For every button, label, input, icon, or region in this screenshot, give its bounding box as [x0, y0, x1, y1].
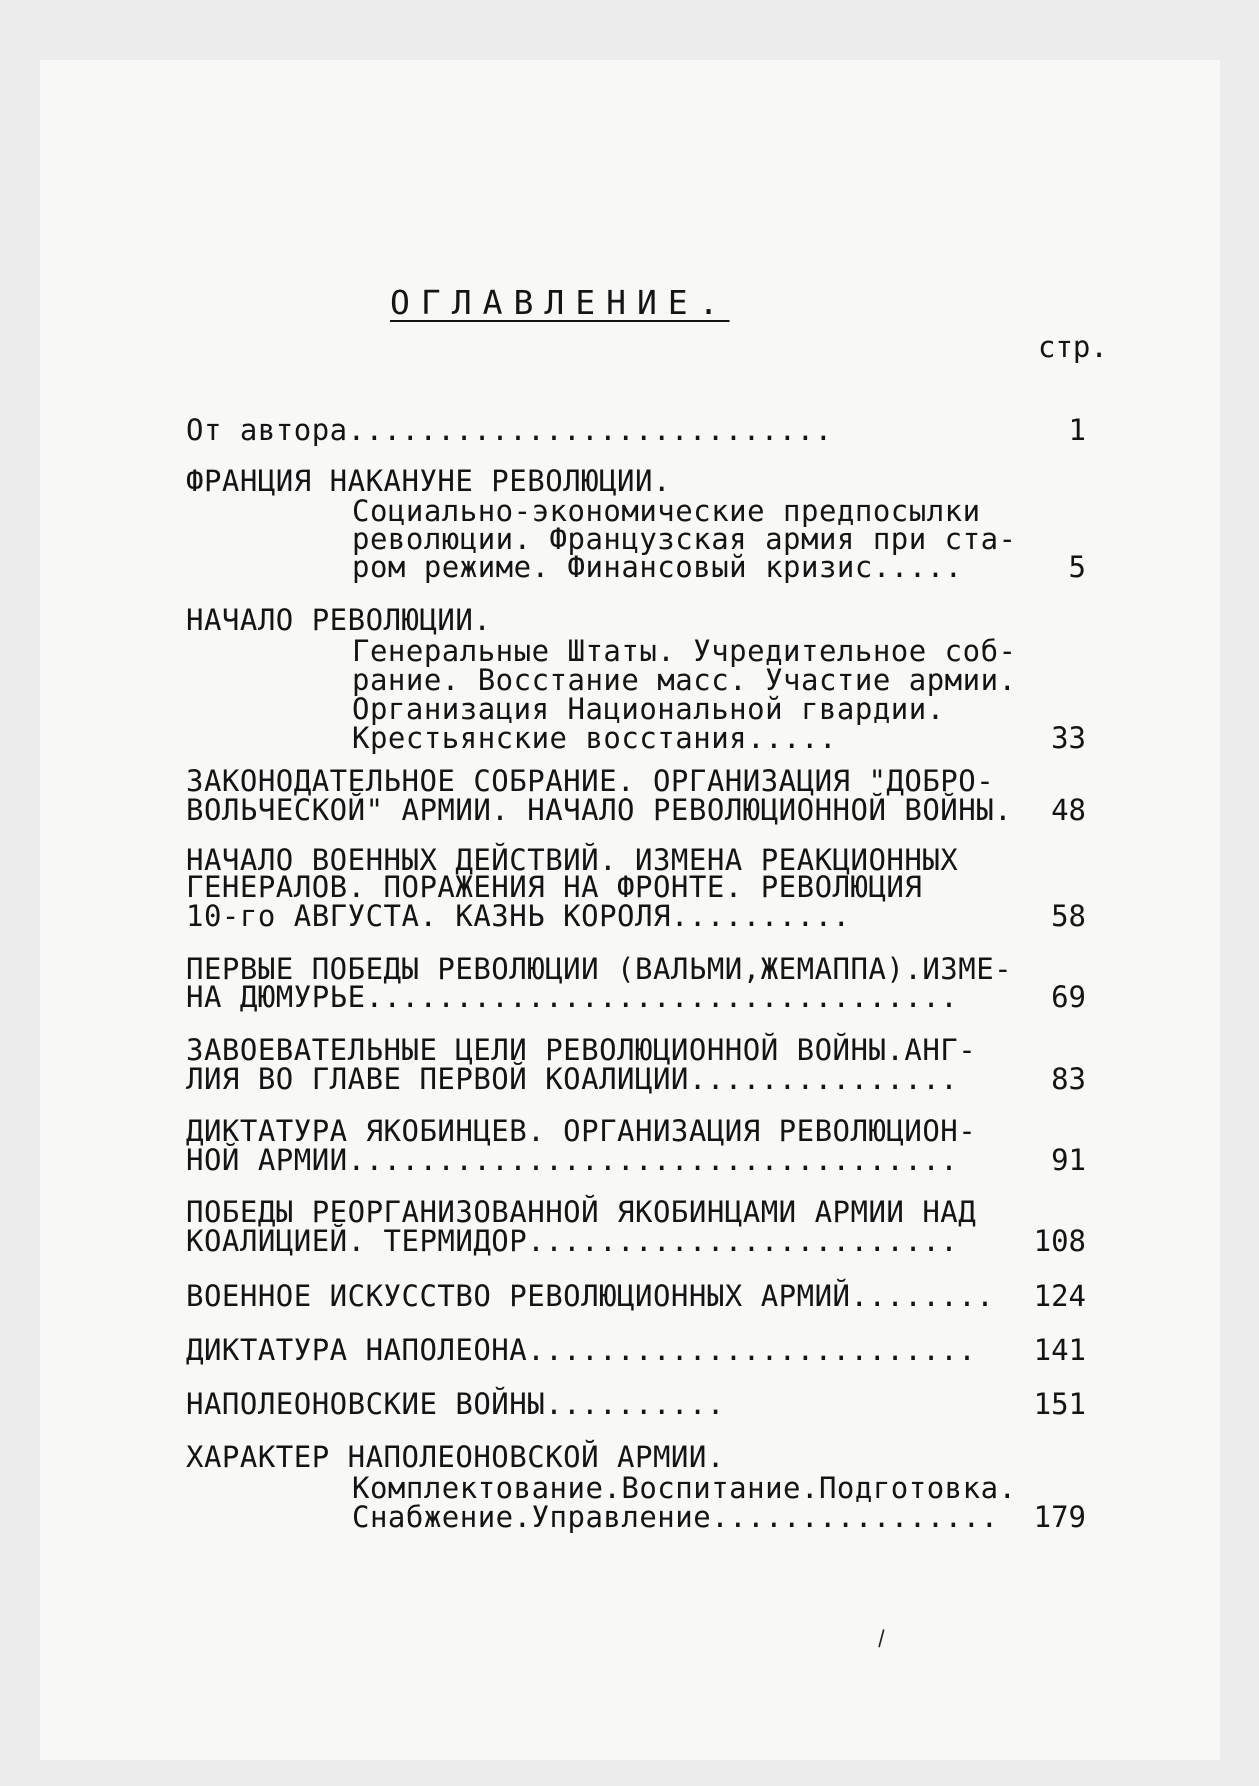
toc-page-number: 83: [1051, 1062, 1086, 1096]
toc-page-number: 1: [1068, 413, 1086, 447]
toc-entry-heading: НАЧАЛО РЕВОЛЮЦИИ.: [186, 603, 492, 637]
toc-page-number: 58: [1051, 899, 1086, 933]
toc-entry-title: 10-го АВГУСТА. КАЗНЬ КОРОЛЯ..........: [186, 899, 851, 933]
toc-entry-heading: ФРАНЦИЯ НАКАНУНЕ РЕВОЛЮЦИИ.: [186, 464, 671, 498]
toc-page-number: 69: [1051, 980, 1086, 1014]
toc-page-number: 108: [1033, 1224, 1086, 1258]
toc-entry-subline: Генеральные Штаты. Учредительное соб-: [352, 634, 1017, 668]
toc-entry-subline: рание. Восстание масс. Участие армии.: [352, 663, 1017, 697]
toc-page-number: 124: [1033, 1279, 1086, 1313]
toc-entry-title: НОЙ АРМИИ..................................: [186, 1143, 959, 1177]
toc-entry-subline: Организация Национальной гвардии.: [352, 692, 945, 726]
toc-entry-subline: Комплектование.Воспитание.Подготовка.: [352, 1471, 1017, 1505]
stray-ink-mark: \: [869, 1624, 895, 1652]
toc-page-number: 141: [1033, 1333, 1086, 1367]
toc-entry-title: ВОЕННОЕ ИСКУССТВО РЕВОЛЮЦИОННЫХ АРМИЙ........: [186, 1279, 995, 1313]
toc-entry-title: От автора...........................: [186, 413, 833, 447]
toc-entry-subline: Крестьянские восстания.....: [352, 721, 837, 755]
document-title: ОГЛАВЛЕНИЕ.: [390, 283, 730, 322]
toc-entry-title: ДИКТАТУРА НАПОЛЕОНА.........................: [186, 1333, 977, 1367]
toc-entry-title: НАПОЛЕОНОВСКИЕ ВОЙНЫ..........: [186, 1387, 725, 1421]
toc-entry-subline: Снабжение.Управление................: [352, 1500, 999, 1534]
toc-entry-subline: революции. Французская армия при ста-: [352, 522, 1017, 556]
toc-page-number: 91: [1051, 1143, 1086, 1177]
toc-page-number: 48: [1051, 793, 1086, 827]
toc-entry-title: ГЕНЕРАЛОВ. ПОРАЖЕНИЯ НА ФРОНТЕ. РЕВОЛЮЦИЯ: [186, 870, 923, 904]
toc-entry-title: КОАЛИЦИЕЙ. ТЕРМИДОР........................: [186, 1224, 959, 1258]
toc-page-number: 179: [1033, 1500, 1086, 1534]
toc-entry-title: НАЧАЛО ВОЕННЫХ ДЕЙСТВИЙ. ИЗМЕНА РЕАКЦИОННЫХ: [186, 843, 959, 877]
toc-entry-title: ЗАВОЕВАТЕЛЬНЫЕ ЦЕЛИ РЕВОЛЮЦИОННОЙ ВОЙНЫ.АНГ-: [186, 1033, 977, 1067]
toc-entry-subline: ром режиме. Финансовый кризис.....: [352, 550, 963, 584]
toc-entry-title: ПЕРВЫЕ ПОБЕДЫ РЕВОЛЮЦИИ (ВАЛЬМИ,ЖЕМАППА).ИЗМЕ-: [186, 952, 1013, 986]
toc-page-number: 5: [1068, 550, 1086, 584]
toc-entry-title: ДИКТАТУРА ЯКОБИНЦЕВ. ОРГАНИЗАЦИЯ РЕВОЛЮЦИОН-: [186, 1114, 977, 1148]
toc-entry-title: ВОЛЬЧЕСКОЙ" АРМИИ. НАЧАЛО РЕВОЛЮЦИОННОЙ ВОЙНЫ.: [186, 793, 1013, 827]
toc-entry-title: ЛИЯ ВО ГЛАВЕ ПЕРВОЙ КОАЛИЦИИ...............: [186, 1062, 959, 1096]
toc-page-number: 33: [1051, 721, 1086, 755]
page-column-header: стр.: [1038, 330, 1108, 364]
toc-page-number: 151: [1033, 1387, 1086, 1421]
toc-entry-subline: Социально-экономические предпосылки: [352, 494, 981, 528]
toc-entry-title: НА ДЮМУРЬЕ.................................: [186, 980, 959, 1014]
toc-entry-heading: ХАРАКТЕР НАПОЛЕОНОВСКОЙ АРМИИ.: [186, 1440, 725, 1474]
toc-entry-title: ПОБЕДЫ РЕОРГАНИЗОВАННОЙ ЯКОБИНЦАМИ АРМИИ НАД: [186, 1195, 977, 1229]
toc-entry-title: ЗАКОНОДАТЕЛЬНОЕ СОБРАНИЕ. ОРГАНИЗАЦИЯ "ДОБРО-: [186, 764, 995, 798]
